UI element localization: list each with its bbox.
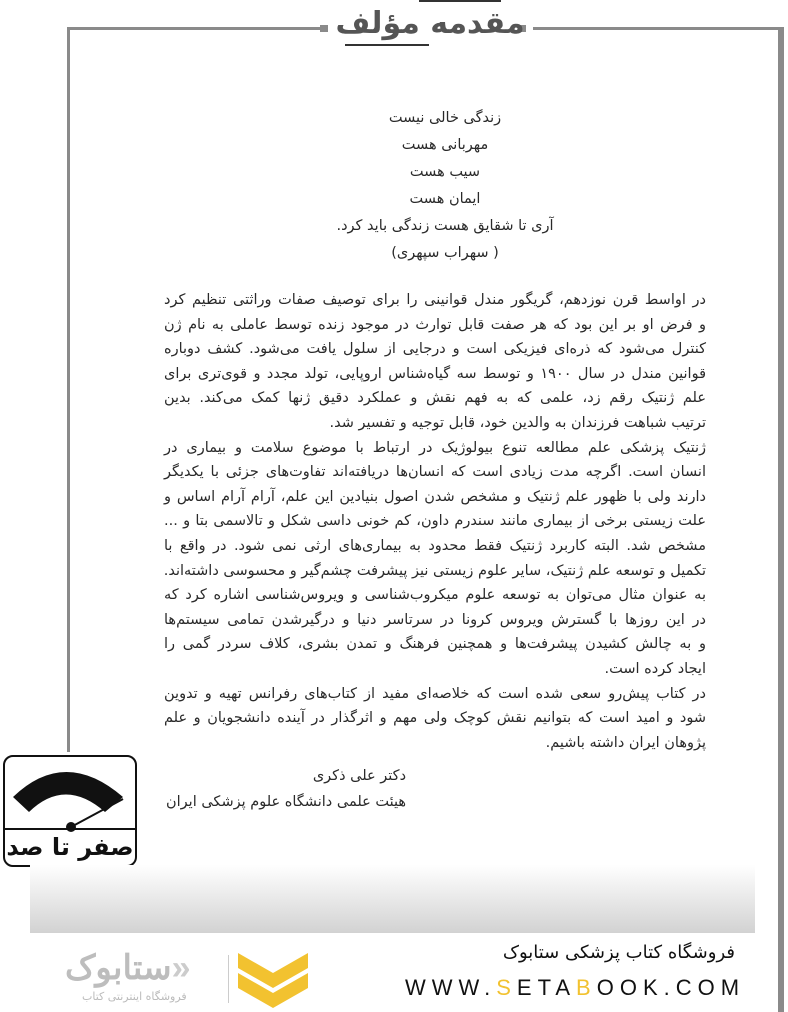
- text-line: کنترل می‌شود که ذره‌ای فیزیکی است و درجایی از سلول یافت می‌شود. کشف دوباره: [164, 341, 706, 358]
- frame-line: [533, 27, 783, 30]
- text-line: در این روزها با گسترش ویروس کرونا در سرتاسر دنیا و درگیرشدن تمامی سیستم‌ها: [164, 611, 706, 628]
- preface-body: [164, 288, 706, 755]
- text-line: در کتاب پیش‌رو سعی شده است که خلاصه‌ای مفید از کتاب‌های رفرانس تهیه و تدوین: [164, 685, 706, 702]
- text-line: انسان است. اگرچه مدت زیادی است که انسان‌ها دریافته‌اند تفاوت‌های جزئی با یکدیگر: [164, 464, 706, 481]
- stamp-logo-text: صفر تا صد: [6, 833, 134, 861]
- paragraph: [164, 436, 706, 584]
- paragraph: [164, 288, 706, 436]
- text-line: و به چالش کشیدن پیشرفت‌ها و همچنین فرهنگ و تمدن بشری، کلاف سردر گمی را: [164, 636, 706, 653]
- title-underline: [419, 0, 501, 2]
- text-line: تکمیل و توسعه علم ژنتیک، سایر علوم زیستی نیز پیشرفت چشم‌گیر و محسوسی داشته‌اند.: [163, 562, 706, 579]
- text-line: علم ژنتیک رقم زد، علمی که به فهم نقش و عملکرد دقیق ژنها کمک می‌کند. بدین: [164, 390, 706, 407]
- poem-attribution: ( سهراب سپهری): [391, 245, 499, 261]
- brand-name: ستابوک: [65, 949, 172, 987]
- poem: [200, 105, 690, 267]
- setabook-logo: «ستابوک: [65, 949, 191, 987]
- text-line: ترتیب شباهت فرزندان به والدین خود، قابل توجیه و تفسیر شد.: [329, 414, 706, 431]
- frame-line: [778, 27, 784, 1012]
- poem-line: ایمان هست: [409, 191, 481, 207]
- poem-line: آری تا شقایق هست زندگی باید کرد.: [336, 218, 554, 234]
- text-line: پژوهان ایران داشته باشیم.: [545, 734, 706, 751]
- text-line: در اواسط قرن نوزدهم، گریگور مندل قوانینی را برای توصیف صفات وراثتی تنظیم کرد: [164, 292, 706, 308]
- text-line: شود و امید است که بتوانیم نقش کوچک ولی مهم و اثرگذار در آینده دانشجویان و علم: [164, 710, 706, 727]
- author-affiliation: هیئت علمی دانشگاه علوم پزشکی ایران: [166, 794, 407, 810]
- poem-line: سیب هست: [409, 164, 481, 180]
- text-line: علت زیستی برخی از بیماری مانند سندرم داون، کم خونی داسی شکل و تالاسمی بتا و ...: [164, 513, 706, 530]
- author-name: دکتر علی ذکری: [312, 768, 407, 784]
- divider: [228, 955, 229, 1003]
- text-line: ایجاد کرده است.: [604, 660, 706, 677]
- page-title: مقدمه مؤلف: [335, 6, 525, 41]
- poem-line: مهربانی هست: [401, 137, 489, 153]
- signature: [166, 763, 406, 815]
- chevron-logo-icon: [238, 948, 308, 1008]
- title-underline: [345, 44, 429, 46]
- gradient-band: [30, 865, 755, 933]
- frame-line: [67, 27, 70, 752]
- decor-square: [320, 25, 328, 32]
- text-line: به عنوان مثال می‌توان به توسعه علوم میکروب‌شناسی و ویروس‌شناسی اشاره کرد که: [164, 587, 706, 604]
- stamp-logo: [3, 755, 137, 867]
- text-line: قوانین مندل در سال ۱۹۰۰ و توسط سه گیاه‌شناس اروپایی، تولد مجدد و قوی‌تری برای: [164, 365, 706, 382]
- website-url[interactable]: WWW.SETABOOK.COM: [405, 975, 746, 1000]
- text-line: ژنتیک پزشکی علم مطالعه تنوع بیولوژیک در ارتباط با موضوع سلامت و بیماری در: [164, 439, 706, 456]
- text-line: مشخص شد. البته کاربرد ژنتیک فقط محدود به بیماری‌های ارثی نمی شود. در واقع با: [164, 537, 706, 554]
- frame-line: [68, 27, 323, 30]
- brand-subtitle: فروشگاه اینترنتی کتاب: [82, 990, 187, 1003]
- paragraph: [164, 682, 706, 756]
- text-line: و فرض او بر این بود که هر صفت قابل توارث در موجود زنده توسط عاملی به نام ژن: [164, 316, 706, 333]
- shop-name: فروشگاه کتاب پزشکی ستابوک: [502, 942, 735, 963]
- paragraph: [164, 583, 706, 681]
- text-line: دارند ولی با ظهور علم ژنتیک و مشخص شدن اصول بنیادین این علم، آرام آرام اساس و: [164, 488, 706, 505]
- poem-line: زندگی خالی نیست: [388, 110, 502, 126]
